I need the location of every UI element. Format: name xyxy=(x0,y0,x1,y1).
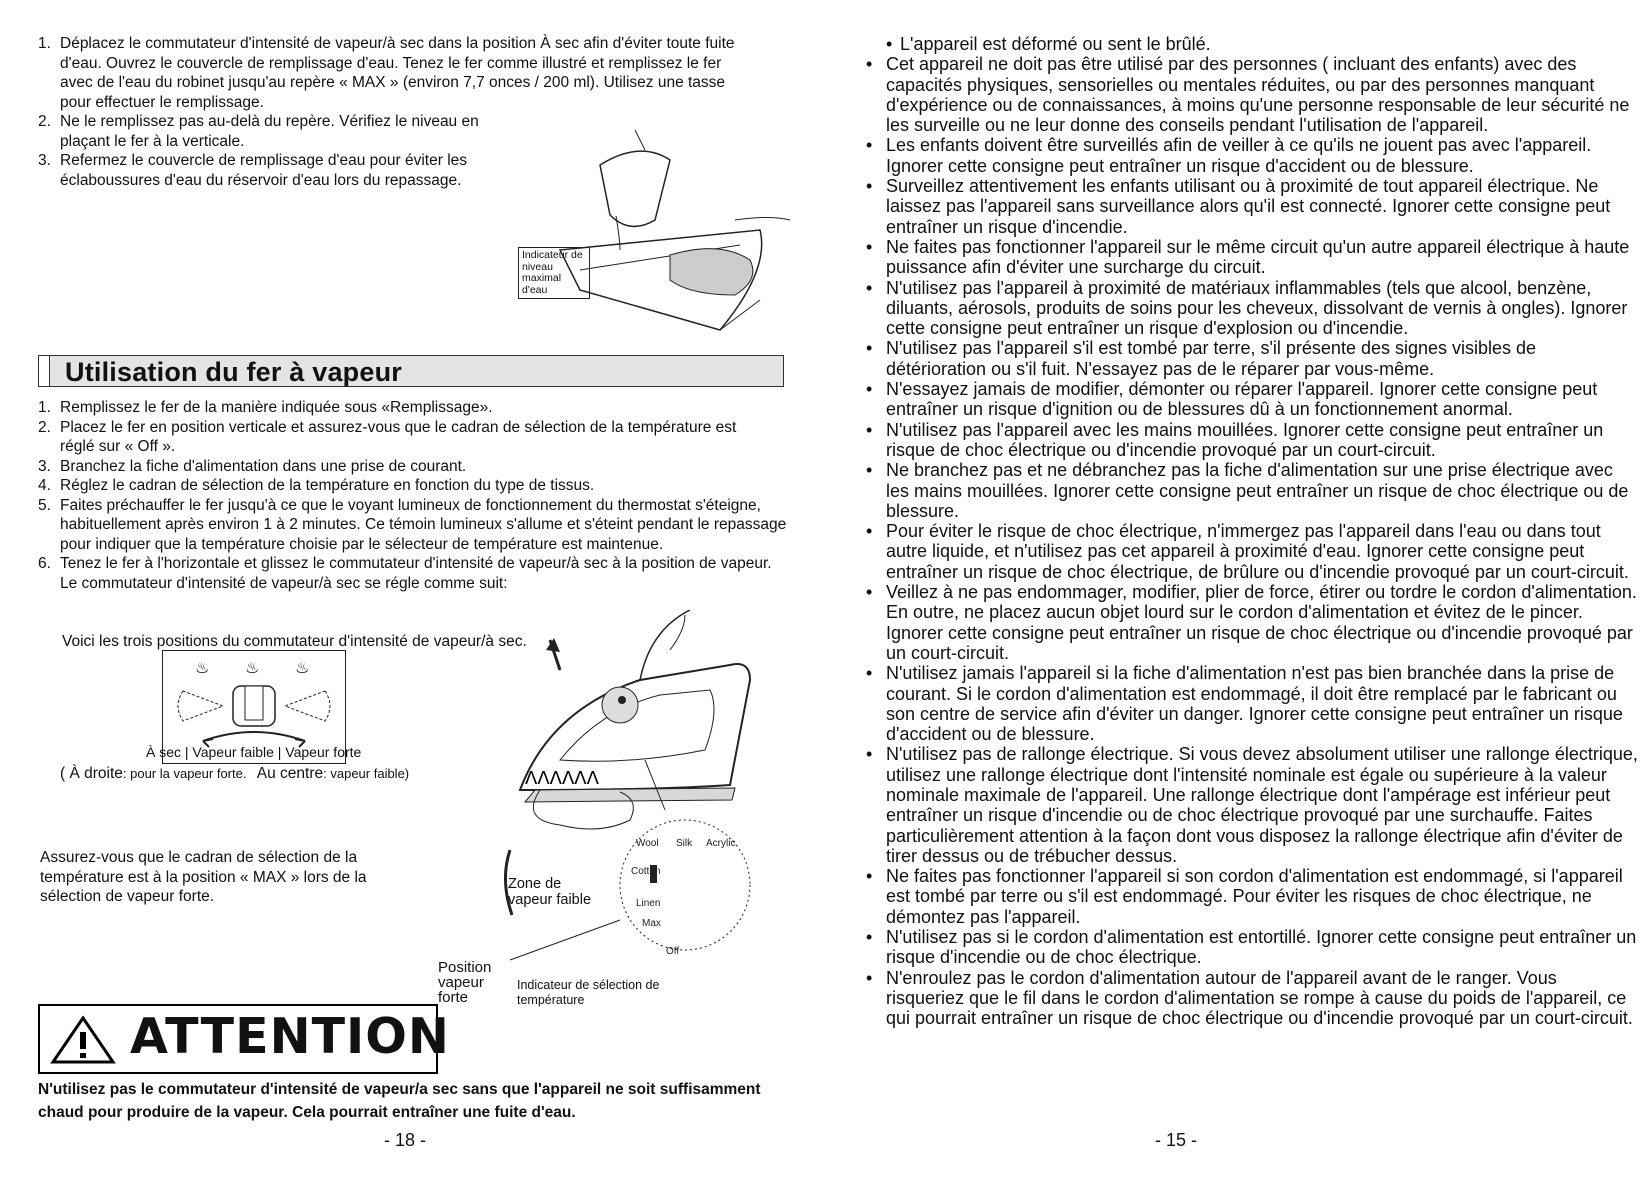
bullet-item xyxy=(864,663,1639,744)
step-text: Remplissez le fer de la manière indiquée sous «Remplissage». xyxy=(60,399,493,416)
bullet-dot: • xyxy=(886,34,893,54)
bullet-dot: • xyxy=(866,338,873,359)
bullet-dot: • xyxy=(866,176,873,197)
use-steps xyxy=(38,398,788,593)
dial-mark-cotton: Cotton xyxy=(631,866,661,877)
bullet-text: Veillez à ne pas endommager, modifier, plier de force, étirer ou tordre le cordon d'alimentation. En outre, ne placez aucun objet lourd sur le cordon d'alimentation et évitez de le pincer. Ignorer cette consigne peut entraîner un risque de choc électrique ou d'incendie provoqué par un court-circuit. xyxy=(886,582,1637,663)
bullet-text: L'appareil est déformé ou sent le brûlé. xyxy=(900,34,1211,54)
bullet-text: Pour éviter le risque de choc électrique, n'immergez pas l'appareil dans l'eau ou dans tout autre liquide, et n'utilisez pas cet appareil à proximité d'eau. Ignorer cette consigne peut entraîner un risque de choc électrique, de brûlure ou d'incendie provoqué par un court-circuit. xyxy=(886,521,1629,582)
bullet-dot: • xyxy=(866,744,873,765)
step-text: Tenez le fer à l'horizontale et glissez le commutateur d'intensité de vapeur/à sec à la position de vapeur. Le commutateur d'intensité de vapeur/à sec se régle comme suit: xyxy=(60,555,772,592)
note-right-text: : pour la vapeur forte. xyxy=(122,766,247,781)
page-number-right: - 15 - xyxy=(1155,1130,1198,1150)
bullet-item xyxy=(864,927,1639,968)
step-text: Réglez le cadran de sélection de la température en fonction du type de tissus. xyxy=(60,477,595,494)
svg-text:♨: ♨ xyxy=(295,660,310,677)
warning-triangle-icon xyxy=(50,1015,116,1065)
step-number: 1. xyxy=(38,35,51,52)
step-number: 5. xyxy=(38,496,51,514)
use-step xyxy=(38,457,788,477)
bullet-dot: • xyxy=(866,460,873,481)
iron-filling-illustration xyxy=(520,120,790,350)
note-center-text: : vapeur faible) xyxy=(323,766,410,781)
step-number: 1. xyxy=(38,399,51,416)
dial-mark-off: Off xyxy=(666,946,680,957)
fill-step xyxy=(38,34,750,112)
bullet-text: Ne faites pas fonctionner l'appareil si son cordon d'alimentation est endommagé, si l'appareil est tombé par terre ou s'il est endommagé. Pour éviter les risques de choc électrique, ne démontez pas l'appareil. xyxy=(886,866,1623,927)
bullet-dot: • xyxy=(866,663,873,684)
step-number: 2. xyxy=(38,418,51,436)
bullet-dot: • xyxy=(866,135,873,156)
section-header xyxy=(38,355,784,387)
zone-label: Zone de vapeur faible xyxy=(508,876,592,908)
bullet-text: N'essayez jamais de modifier, démonter ou réparer l'appareil. Ignorer cette consigne peut entraîner un risque d'ignition ou de blessures dû à un fonctionnement anormal. xyxy=(886,379,1598,420)
bullet-text: Les enfants doivent être surveillés afin de veiller à ce qu'ils ne jouent pas avec l'appareil. Ignorer cette consigne peut entraîner un risque d'accident ou de blessure. xyxy=(886,135,1592,176)
step-number: 4. xyxy=(38,477,51,494)
step-number: 6. xyxy=(38,555,51,572)
dial-indicator-label: Indicateur de sélection de température xyxy=(517,978,660,1007)
bullet-item xyxy=(864,338,1639,379)
dial-mark-max: Max xyxy=(642,918,661,929)
use-step xyxy=(38,554,788,593)
page-number-left: - 18 - xyxy=(384,1130,427,1150)
bullet-text: N'utilisez pas si le cordon d'alimentation est entortillé. Ignorer cette consigne peut entraîner un risque d'incendie ou de choc électrique. xyxy=(886,927,1637,968)
dial-note: Assurez-vous que le cadran de sélection de la température est à la position « MAX » lors de la sélection de vapeur forte. xyxy=(40,849,367,905)
bullet-dot: • xyxy=(866,927,873,948)
bullet-dot: • xyxy=(866,866,873,887)
bullet-item xyxy=(864,54,1639,135)
bullet-item xyxy=(864,34,1639,54)
dial-mark-wool: Wool xyxy=(636,838,659,849)
header-bar xyxy=(39,356,50,386)
svg-text:♨: ♨ xyxy=(195,660,210,677)
positions-intro: Voici les trois positions du commutateur d'intensité de vapeur/à sec. xyxy=(62,633,527,650)
dial-mark-silk: Silk xyxy=(676,838,693,849)
section-title: Utilisation du fer à vapeur xyxy=(65,357,402,387)
bullet-text: N'utilisez pas l'appareil à proximité de matériaux inflammables (tels que alcool, benzène, diluants, aérosols, produits de soins pour les cheveux, dissolvant de vernis à ongles). Ignorer cette consigne peut entraîner un risque d'explosion ou d'incendie. xyxy=(886,277,1628,339)
bullet-item xyxy=(864,866,1639,927)
bullet-text: N'utilisez pas l'appareil s'il est tombé par terre, s'il présente des signes visibles de détérioration ou s'il fuit. N'essayez pas de le réparer par vous-même. xyxy=(886,338,1537,379)
bullet-item xyxy=(864,379,1639,420)
step-text: Déplacez le commutateur d'intensité de vapeur/à sec dans la position À sec afin d'éviter toute fuite d'eau. Ouvrez le couvercle de remplissage d'eau. Tenez le fer comme illustré et remplissez le fer avec de l'eau du robinet jusqu'au repère « MAX » (environ 7,7 onces / 200 ml). Utilisez une tasse pour effectuer le remplissage. xyxy=(60,35,735,111)
note-right-label: ( À droite xyxy=(60,765,123,782)
bullet-text: Ne faites pas fonctionner l'appareil sur le même circuit qu'un autre appareil électrique à haute puissance afin d'éviter une surcharge du circuit. xyxy=(886,236,1630,278)
use-step xyxy=(38,418,740,457)
right-page xyxy=(820,0,1645,1189)
bullet-text: N'utilisez pas de rallonge électrique. Si vous devez absolument utiliser une rallonge électrique, utilisez une rallonge électrique dont l'intensité nominale est égale ou supérieure à la valeur nominale maximale de l'appareil. Une rallonge électrique dont l'ampérage est inférieur peut entraîner un risque d'incendie ou de choc électrique provoqué par une surchauffe. Faites particulièrement attention à la façon dont vous disposez la rallonge électrique afin d'éviter de tirer dessus ou de trébucher dessus. xyxy=(886,744,1638,866)
switch-note xyxy=(60,765,409,783)
bullet-dot: • xyxy=(866,967,873,988)
bullet-text: N'enroulez pas le cordon d'alimentation autour de l'appareil avant de le ranger. Vous risqueriez que le fil dans le cordon d'alimentation se rompe à cause du poids de l'appareil, ce qui pourrait entraîner un risque de choc électrique ou d'incendie provoqué par un court-circuit. xyxy=(886,967,1633,1029)
use-step xyxy=(38,496,790,555)
bullet-text: Cet appareil ne doit pas être utilisé par des personnes ( incluant des enfants) avec des capacités physiques, sensorielles ou mentales réduites, ou par des personnes manquant d'expérience ou de connaissances, à moins qu'une personne responsable de leur sécurité ne les surveille ou ne leur donne des conseils pendant l'utilisation de l'appareil. xyxy=(886,54,1630,136)
bullet-item xyxy=(864,420,1639,461)
dial-mark-linen: Linen xyxy=(636,898,661,909)
svg-text:♨: ♨ xyxy=(245,660,260,677)
bullet-item xyxy=(864,237,1639,278)
step-text: Branchez la fiche d'alimentation dans une prise de courant. xyxy=(60,457,467,475)
bullet-item xyxy=(864,135,1639,176)
step-text: Ne le remplissez pas au-delà du repère. Vérifiez le niveau en plaçant le fer à la verticale. xyxy=(60,113,479,150)
use-step xyxy=(38,476,788,496)
step-text: Refermez le couvercle de remplissage d'eau pour éviter les éclaboussures d'eau du réservoir d'eau lors du repassage. xyxy=(60,152,468,189)
bullet-dot: • xyxy=(866,277,873,298)
bullet-dot: • xyxy=(866,236,873,257)
fill-step xyxy=(38,112,500,151)
use-step xyxy=(38,398,788,418)
bullet-item xyxy=(864,278,1639,339)
safety-bullets xyxy=(864,34,1639,1029)
attention-word: ATTENTION xyxy=(130,1008,450,1065)
warning-text: N'utilisez pas le commutateur d'intensité de vapeur/a sec sans que l'appareil ne soit suffisamment chaud pour produire de la vapeur. Cela pourrait entraîner une fuite d'eau. xyxy=(38,1081,761,1121)
position-label: Position vapeur forte xyxy=(438,959,492,1006)
note-center-label: Au centre xyxy=(256,765,324,782)
bullet-dot: • xyxy=(866,582,873,603)
bullet-item xyxy=(864,176,1639,237)
bullet-text: Ne branchez pas et ne débranchez pas la fiche d'alimentation sur une prise électrique avec les mains mouillées. Ignorer cette consigne peut entraîner un risque de choc électrique ou de blessure. xyxy=(886,460,1629,521)
water-level-label: Indicateur de niveau maximal d'eau xyxy=(518,247,590,299)
bullet-item xyxy=(864,968,1639,1029)
steam-glyph: ΛΛΛΛΛΛ xyxy=(525,768,599,789)
step-number: 3. xyxy=(38,152,51,169)
dial-mark-acrylic: Acrylic xyxy=(706,838,736,849)
switch-position-labels: À sec | Vapeur faible | Vapeur forte xyxy=(146,744,362,760)
step-number: 2. xyxy=(38,113,51,130)
bullet-dot: • xyxy=(866,521,873,542)
step-text: Placez le fer en position verticale et assurez-vous que le cadran de sélection de la température est réglé sur « Off ». xyxy=(60,418,737,455)
attention-box xyxy=(38,1004,450,1074)
bullet-item xyxy=(864,460,1639,521)
left-page xyxy=(0,0,800,1189)
step-text: Faites préchauffer le fer jusqu'à ce que le voyant lumineux de fonctionnement du thermostat s'éteigne, habituellement après environ 1 à 2 minutes. Ce témoin lumineux s'allume et s'éteint pendant le repassage pour indiquer que la température choisie par le sélecteur de température est maintenue. xyxy=(60,496,787,553)
bullet-item xyxy=(864,744,1639,866)
bullet-dot: • xyxy=(866,54,873,75)
bullet-item xyxy=(864,521,1639,582)
bullet-dot: • xyxy=(866,379,873,400)
bullet-item xyxy=(864,582,1639,663)
bullet-dot: • xyxy=(866,419,873,440)
bullet-text: N'utilisez jamais l'appareil si la fiche d'alimentation n'est pas bien branchée dans la prise de courant. Si le cordon d'alimentation est endommagé, il doit être remplacé par le fabricant ou son centre de service afin d'éviter un danger. Ignorer cette consigne peut entraîner un risque d'accident ou de blessure. xyxy=(886,663,1623,745)
bullet-text: Surveillez attentivement les enfants utilisant ou à proximité de tout appareil électrique. Ne laissez pas l'appareil sans surveillance alors qu'il est connecté. Ignorer cette consigne peut entraîner un risque d'incendie. xyxy=(886,176,1611,237)
bullet-text: N'utilisez pas l'appareil avec les mains mouillées. Ignorer cette consigne peut entraîner un risque de choc électrique ou d'incendie provoqué par un court-circuit. xyxy=(886,419,1604,460)
step-number: 3. xyxy=(38,457,51,475)
fill-step xyxy=(38,151,500,190)
